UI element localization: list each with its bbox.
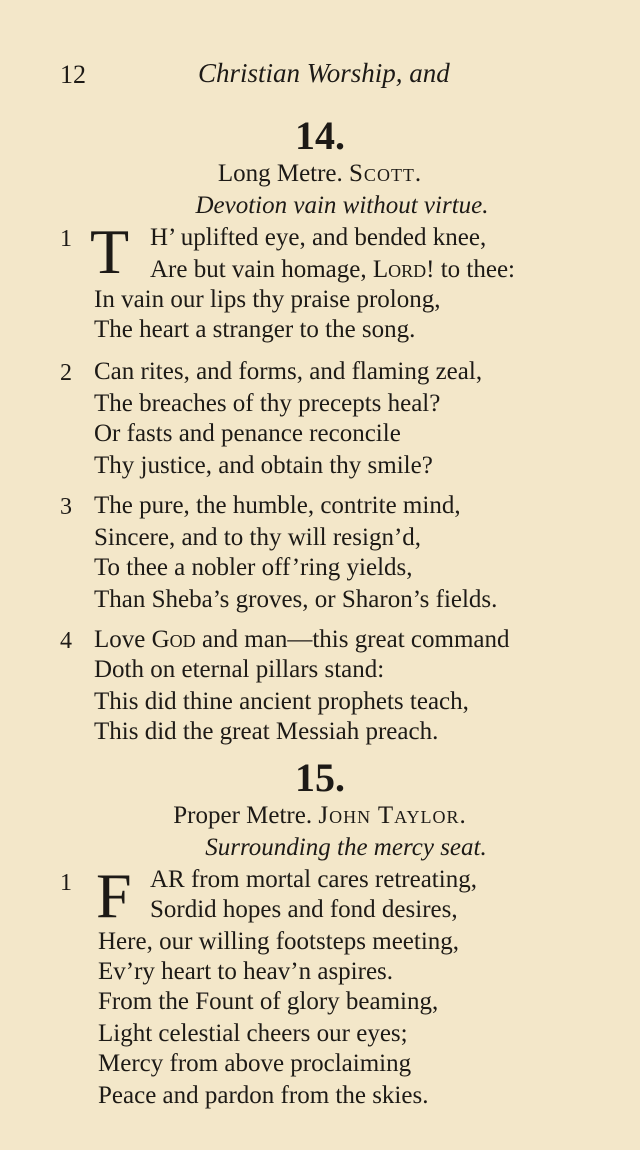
hymn-14-verse-2-number: 2 xyxy=(60,360,72,386)
hymn-15-v1-line-2: Sordid hopes and fond desires, xyxy=(150,896,458,923)
hymn-14-verse-3-number: 3 xyxy=(60,494,72,520)
hymn-14-v3-line-3: To thee a nobler off’ring yields, xyxy=(94,554,413,581)
hymn-14-v3-line-1: The pure, the humble, contrite mind, xyxy=(94,492,461,519)
hymn-14-v3-line-4: Than Sheba’s groves, or Sharon’s fields. xyxy=(94,586,498,613)
hymn-15-v1-line-8: Peace and pardon from the skies. xyxy=(98,1082,429,1109)
hymn-15-dropcap: F xyxy=(96,860,132,931)
hymn-14-v1-line-1: H’ uplifted eye, and bended knee, xyxy=(150,224,487,251)
hymn-14-v2-line-4: Thy justice, and obtain thy smile? xyxy=(94,452,433,479)
hymn-14-v4-line-1: Love God and man—this great command xyxy=(94,626,510,653)
hymn-14-verse-1-number: 1 xyxy=(60,226,72,252)
hymn-14-author: Scott. xyxy=(349,160,423,187)
hymn-15-v1-line-7: Mercy from above proclaiming xyxy=(98,1050,412,1077)
hymn-14-v4-line-3: This did thine ancient prophets teach, xyxy=(94,688,469,715)
hymn-14-subtitle: Devotion vain without virtue. xyxy=(195,192,489,219)
hymn-14-meta xyxy=(0,160,640,188)
hymn-14-v1-line-2: Are but vain homage, Lord! to thee: xyxy=(150,256,515,283)
hymn-15-v1-line-1: AR from mortal cares retreating, xyxy=(150,866,477,893)
hymn-14-number: 14. xyxy=(295,113,345,158)
hymn-15-metre: Proper Metre. xyxy=(173,802,313,829)
hymn-14-metre: Long Metre. xyxy=(217,160,343,187)
hymn-14-v3-line-2: Sincere, and to thy will resign’d, xyxy=(94,524,422,551)
hymn-14-verse-4-number: 4 xyxy=(60,628,72,654)
hymn-14-v1-line-3: In vain our lips thy praise prolong, xyxy=(94,286,441,313)
hymn-14-v2-line-2: The breaches of thy precepts heal? xyxy=(94,390,441,417)
page-header xyxy=(0,52,640,96)
hymn-15-v1-line-3: Here, our willing footsteps meeting, xyxy=(98,928,460,955)
hymn-15-author: John Taylor. xyxy=(318,802,467,829)
running-title: Christian Worship, and xyxy=(198,58,450,88)
hymn-15-meta xyxy=(0,802,640,830)
hymn-14-v4-line-2: Doth on eternal pillars stand: xyxy=(94,656,385,683)
page-number: 12 xyxy=(60,60,86,89)
hymn-15-v1-line-5: From the Fount of glory beaming, xyxy=(98,988,439,1015)
hymn-15-v1-line-4: Ev’ry heart to heav’n aspires. xyxy=(98,958,394,985)
hymn-15-number: 15. xyxy=(295,755,345,800)
hymn-14-v2-line-3: Or fasts and penance reconcile xyxy=(94,420,401,447)
hymn-14-v2-line-1: Can rites, and forms, and flaming zeal, xyxy=(94,358,483,385)
hymn-14-v4-line-4: This did the great Messiah preach. xyxy=(94,718,439,745)
hymn-14-dropcap: T xyxy=(90,216,130,287)
hymn-15-v1-line-6: Light celestial cheers our eyes; xyxy=(98,1020,408,1047)
hymn-14-v1-line-4: The heart a stranger to the song. xyxy=(94,316,416,343)
hymn-15-subtitle: Surrounding the mercy seat. xyxy=(205,834,487,861)
hymn-15-verse-1-number: 1 xyxy=(60,870,72,896)
